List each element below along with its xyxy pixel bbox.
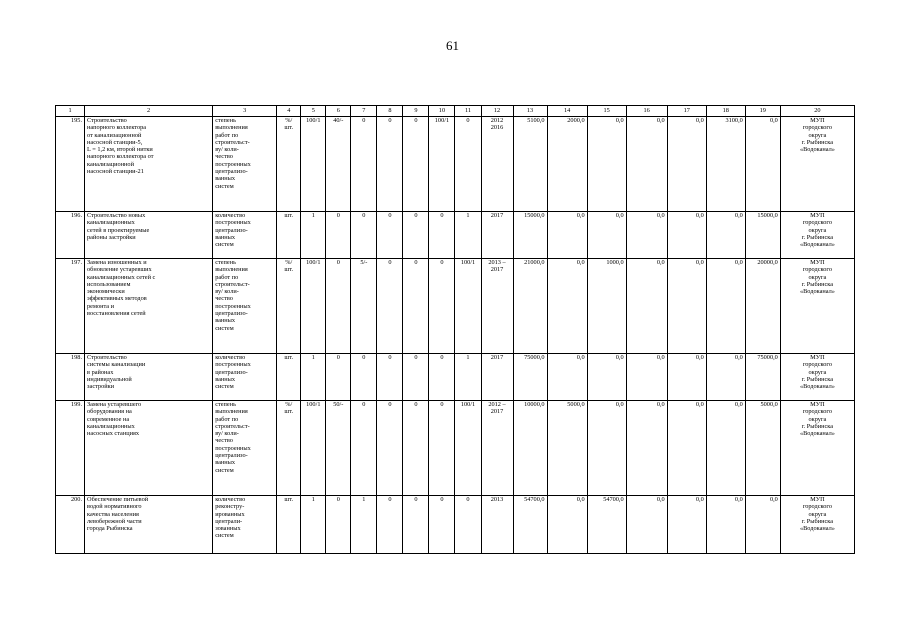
value-cell: 0 — [377, 258, 403, 353]
column-header: 4 — [277, 106, 301, 117]
measure-name: Строительство новых канализационных сетей в проектируемые районы застройки — [85, 211, 213, 258]
value-cell: 0 — [351, 400, 377, 495]
column-header: 3 — [213, 106, 277, 117]
value-cell: 0 — [403, 400, 429, 495]
total-cell: 54700,0 — [513, 495, 547, 553]
column-header: 5 — [301, 106, 326, 117]
total-cell: 10000,0 — [513, 400, 547, 495]
value-cell: 0 — [377, 353, 403, 400]
table-row — [56, 258, 855, 353]
indicator-text: степень выполнения работ по строительст- ву/ коли- чество построенных централизо- ванных систем — [213, 400, 277, 495]
value-cell: 0 — [429, 353, 455, 400]
indicator-text: степень выполнения работ по строительст- ву/ коли- чество построенных централизо- ванных систем — [213, 116, 277, 211]
row-number: 199. — [56, 400, 85, 495]
column-header: 7 — [351, 106, 377, 117]
finance-cell: 0,0 — [547, 353, 587, 400]
total-cell: 21000,0 — [513, 258, 547, 353]
value-cell: 0 — [403, 116, 429, 211]
value-cell: 0 — [403, 258, 429, 353]
finance-cell: 0,0 — [547, 211, 587, 258]
measure-name: Замена устаревшего оборудования на современное на канализационных насосных станциях — [85, 400, 213, 495]
column-header: 16 — [626, 106, 667, 117]
measure-name: Строительство системы канализации в районах индивидуальной застройки — [85, 353, 213, 400]
finance-cell: 0,0 — [667, 400, 706, 495]
column-header: 1 — [56, 106, 85, 117]
finance-cell: 0,0 — [745, 495, 780, 553]
table-row — [56, 400, 855, 495]
column-header: 8 — [377, 106, 403, 117]
table-row — [56, 495, 855, 553]
value-cell: 1 — [351, 495, 377, 553]
finance-cell: 20000,0 — [745, 258, 780, 353]
unit-cell: шт. — [277, 495, 301, 553]
years-cell: 2017 — [481, 211, 513, 258]
finance-cell: 2000,0 — [547, 116, 587, 211]
finance-cell: 0,0 — [587, 116, 626, 211]
value-cell: 40/- — [326, 116, 351, 211]
value-cell: 1 — [455, 211, 481, 258]
years-cell: 2013 — [481, 495, 513, 553]
finance-cell: 0,0 — [667, 116, 706, 211]
column-header: 6 — [326, 106, 351, 117]
row-number: 200. — [56, 495, 85, 553]
finance-cell: 0,0 — [706, 258, 745, 353]
value-cell: 0 — [429, 258, 455, 353]
finance-cell: 75000,0 — [745, 353, 780, 400]
column-header: 15 — [587, 106, 626, 117]
executor-cell: МУП городского округа г. Рыбинска «Водоканал» — [780, 353, 854, 400]
indicator-text: количество построенных централизо- ванных систем — [213, 353, 277, 400]
finance-cell: 5000,0 — [547, 400, 587, 495]
value-cell: 0 — [326, 353, 351, 400]
value-cell: 1 — [301, 353, 326, 400]
value-cell: 0 — [326, 495, 351, 553]
indicator-text: количество построенных централизо- ванных систем — [213, 211, 277, 258]
value-cell: 0 — [351, 353, 377, 400]
column-header: 11 — [455, 106, 481, 117]
measure-name: Строительство напорного коллектора от канализационной насосной станции-5, L = 1,2 км, второй нитки напорного коллектора от канализационной насосной станции-21 — [85, 116, 213, 211]
table-row — [56, 211, 855, 258]
executor-cell: МУП городского округа г. Рыбинска «Водоканал» — [780, 258, 854, 353]
row-number: 196. — [56, 211, 85, 258]
unit-cell: шт. — [277, 211, 301, 258]
value-cell: 100/1 — [429, 116, 455, 211]
value-cell: 0 — [377, 400, 403, 495]
value-cell: 0 — [351, 116, 377, 211]
value-cell: 0 — [326, 258, 351, 353]
column-header: 20 — [780, 106, 854, 117]
finance-cell: 0,0 — [626, 258, 667, 353]
value-cell: 0 — [429, 211, 455, 258]
value-cell: 0 — [429, 400, 455, 495]
column-header: 18 — [706, 106, 745, 117]
unit-cell: %/ шт. — [277, 116, 301, 211]
indicator-text: степень выполнения работ по строительст- ву/ коли- чество построенных централизо- ванных систем — [213, 258, 277, 353]
value-cell: 0 — [377, 116, 403, 211]
value-cell: 100/1 — [301, 116, 326, 211]
finance-cell: 0,0 — [626, 400, 667, 495]
finance-cell: 0,0 — [706, 495, 745, 553]
finance-cell: 3100,0 — [706, 116, 745, 211]
finance-cell: 0,0 — [587, 211, 626, 258]
value-cell: 5/- — [351, 258, 377, 353]
years-cell: 2017 — [481, 353, 513, 400]
indicator-text: количество реконстру- ированных централи- зованных систем — [213, 495, 277, 553]
total-cell: 15000,0 — [513, 211, 547, 258]
value-cell: 100/1 — [455, 258, 481, 353]
row-number: 195. — [56, 116, 85, 211]
years-cell: 2012 2016 — [481, 116, 513, 211]
header-row — [56, 106, 855, 117]
column-header: 12 — [481, 106, 513, 117]
finance-cell: 0,0 — [706, 353, 745, 400]
finance-cell: 0,0 — [547, 258, 587, 353]
finance-cell: 0,0 — [667, 353, 706, 400]
years-cell: 2012 – 2017 — [481, 400, 513, 495]
finance-cell: 5000,0 — [745, 400, 780, 495]
finance-cell: 0,0 — [626, 495, 667, 553]
years-cell: 2013 – 2017 — [481, 258, 513, 353]
value-cell: 0 — [377, 211, 403, 258]
column-header: 9 — [403, 106, 429, 117]
unit-cell: %/ шт. — [277, 258, 301, 353]
value-cell: 1 — [455, 353, 481, 400]
column-header: 13 — [513, 106, 547, 117]
finance-cell: 0,0 — [587, 400, 626, 495]
unit-cell: шт. — [277, 353, 301, 400]
finance-cell: 0,0 — [706, 400, 745, 495]
executor-cell: МУП городского округа г. Рыбинска «Водоканал» — [780, 495, 854, 553]
page-number: 61 — [446, 38, 459, 53]
column-header: 10 — [429, 106, 455, 117]
value-cell: 50/- — [326, 400, 351, 495]
value-cell: 0 — [429, 495, 455, 553]
finance-cell: 54700,0 — [587, 495, 626, 553]
value-cell: 0 — [455, 116, 481, 211]
finance-cell: 1000,0 — [587, 258, 626, 353]
value-cell: 1 — [301, 495, 326, 553]
executor-cell: МУП городского округа г. Рыбинска «Водоканал» — [780, 400, 854, 495]
value-cell: 100/1 — [455, 400, 481, 495]
finance-cell: 0,0 — [587, 353, 626, 400]
finance-cell: 0,0 — [706, 211, 745, 258]
row-number: 197. — [56, 258, 85, 353]
value-cell: 0 — [403, 353, 429, 400]
value-cell: 1 — [301, 211, 326, 258]
finance-cell: 0,0 — [667, 258, 706, 353]
value-cell: 0 — [455, 495, 481, 553]
value-cell: 100/1 — [301, 258, 326, 353]
finance-cell: 0,0 — [667, 211, 706, 258]
column-header: 2 — [85, 106, 213, 117]
executor-cell: МУП городского округа г. Рыбинска «Водоканал» — [780, 211, 854, 258]
finance-cell: 0,0 — [745, 116, 780, 211]
finance-cell: 15000,0 — [745, 211, 780, 258]
finance-cell: 0,0 — [626, 116, 667, 211]
column-header: 17 — [667, 106, 706, 117]
finance-cell: 0,0 — [626, 353, 667, 400]
total-cell: 5100,0 — [513, 116, 547, 211]
finance-cell: 0,0 — [667, 495, 706, 553]
column-header: 14 — [547, 106, 587, 117]
value-cell: 0 — [326, 211, 351, 258]
row-number: 198. — [56, 353, 85, 400]
value-cell: 100/1 — [301, 400, 326, 495]
executor-cell: МУП городского округа г. Рыбинска «Водоканал» — [780, 116, 854, 211]
value-cell: 0 — [377, 495, 403, 553]
table-row — [56, 116, 855, 211]
value-cell: 0 — [403, 211, 429, 258]
table-row — [56, 353, 855, 400]
finance-cell: 0,0 — [547, 495, 587, 553]
finance-cell: 0,0 — [626, 211, 667, 258]
total-cell: 75000,0 — [513, 353, 547, 400]
column-header: 19 — [745, 106, 780, 117]
measure-name: Замена изношенных и обновление устаревших канализационных сетей с использованием экономически эффективных методов ремонта и восстановления сетей — [85, 258, 213, 353]
measure-name: Обеспечение питьевой водой нормативного качества населения левобережной части города Рыбинска — [85, 495, 213, 553]
value-cell: 0 — [351, 211, 377, 258]
program-table — [55, 105, 855, 554]
value-cell: 0 — [403, 495, 429, 553]
unit-cell: %/ шт. — [277, 400, 301, 495]
